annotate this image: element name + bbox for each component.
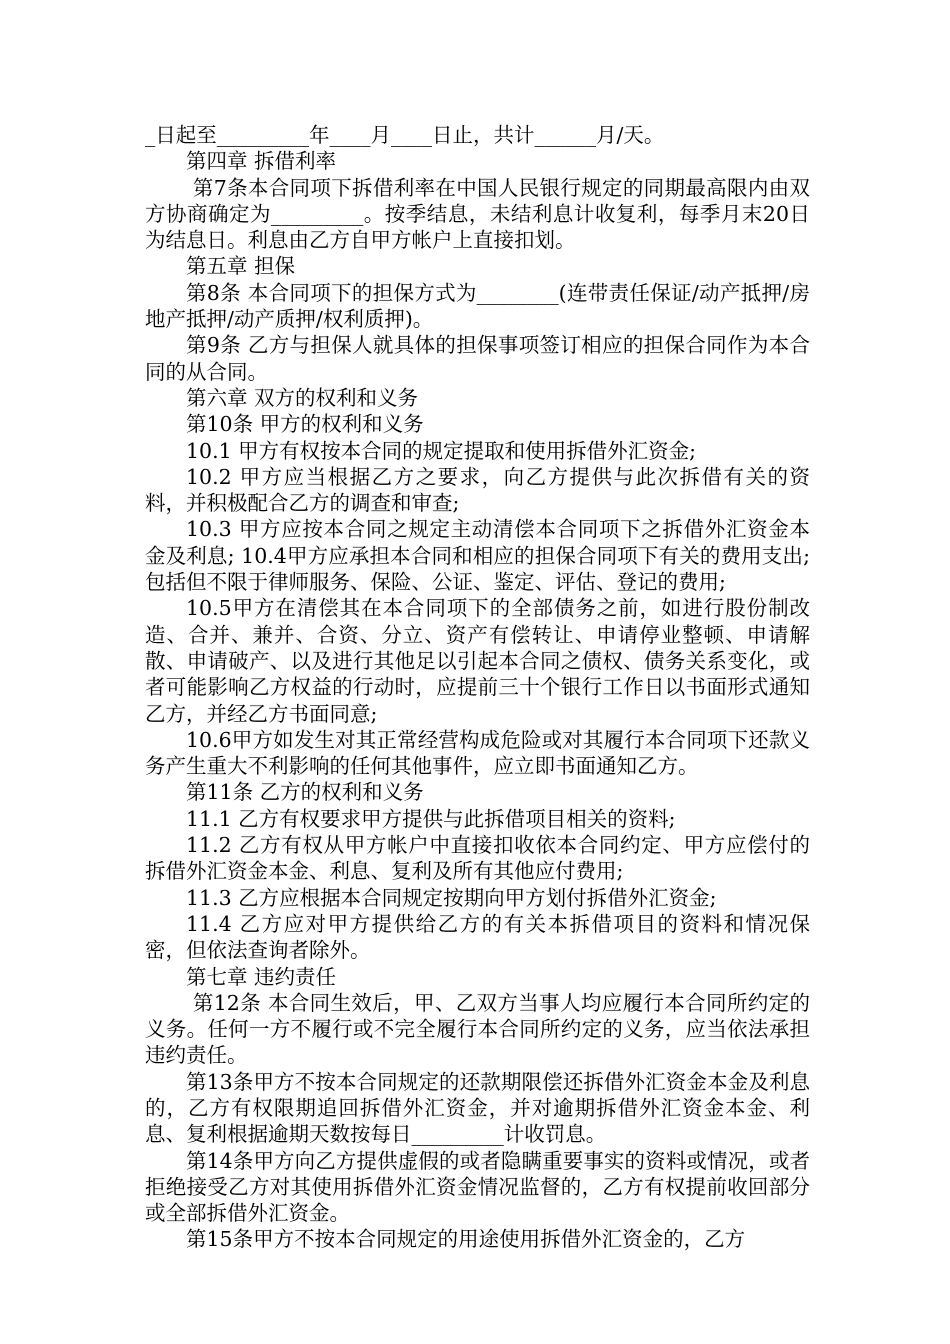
clause-10-3: 10.3 甲方应按本合同之规定主动清偿本合同项下之拆借外汇资金本金及利息; 10.4甲方应承担本合同和相应的担保合同项下有关的费用支出;包括但不限于律师服务、保险、公证、鉴定、评估、登记的费用; [145, 517, 810, 595]
chapter-4-heading: 第四章 拆借利率 [186, 149, 337, 174]
clause-10-6: 10.6甲方如发生对其正常经营构成危险或对其履行本合同项下还款义务产生重大不利影响的任何其他事件，应立即书面通知乙方。 [145, 727, 810, 779]
article-11-heading: 第11条 乙方的权利和义务 [186, 780, 424, 805]
article-15: 第15条甲方不按本合同规定的用途使用拆借外汇资金的，乙方 [186, 1227, 746, 1252]
article-14: 第14条甲方向乙方提供虚假的或者隐瞒重要事实的资料或情况，或者拒绝接受乙方对其使用拆借外汇资金情况监督的，乙方有权提前收回部分或全部拆借外汇资金。 [145, 1148, 810, 1226]
clause-11-1: 11.1 乙方有权要求甲方提供与此拆借项目相关的资料; [186, 806, 676, 831]
clause-10-5: 10.5甲方在清偿其在本合同项下的全部债务之前，如进行股份制改造、合并、兼并、合资、分立、资产有偿转让、申请停业整顿、申请解散、申请破产、以及进行其他足以引起本合同之债权、债务关系变化，或者可能影响乙方权益的行动时，应提前三十个银行工作日以书面形式通知乙方，并经乙方书面同意; [145, 596, 810, 726]
article-12: 第12条 本合同生效后，甲、乙双方当事人均应履行本合同所约定的义务。任何一方不履行或不完全履行本合同所约定的义务，应当依法承担违约责任。 [145, 990, 810, 1068]
article-7: 第7条本合同项下拆借利率在中国人民银行规定的同期最高限内由双方协商确定为_________。按季结息，未结利息计收复利，每季月末20日为结息日。利息由乙方自甲方帐户上直接扣划。 [145, 175, 810, 253]
chapter-6-heading: 第六章 双方的权利和义务 [186, 385, 419, 410]
clause-11-4: 11.4 乙方应对甲方提供给乙方的有关本拆借项目的资料和情况保密，但依法查询者除外。 [145, 911, 810, 963]
article-13: 第13条甲方不按本合同规定的还款期限偿还拆借外汇资金本金及利息的，乙方有权限期追回拆借外汇资金，并对逾期拆借外汇资金本金、利息、复利根据逾期天数按每日_________计收罚息。 [145, 1069, 810, 1147]
article-10-heading: 第10条 甲方的权利和义务 [186, 412, 424, 437]
clause-10-2: 10.2 甲方应当根据乙方之要求，向乙方提供与此次拆借有关的资料，并积极配合乙方的调查和审查; [145, 464, 810, 516]
clause-10-1: 10.1 甲方有权按本合同的规定提取和使用拆借外汇资金; [186, 438, 697, 463]
chapter-5-heading: 第五章 担保 [186, 254, 296, 279]
article-9: 第9条 乙方与担保人就具体的担保事项签订相应的担保合同作为本合同的从合同。 [145, 333, 810, 384]
clause-11-2: 11.2 乙方有权从甲方帐户中直接扣收依本合同约定、甲方应偿付的拆借外汇资金本金、利息、复利及所有其他应付费用; [145, 833, 810, 884]
chapter-7-heading: 第七章 违约责任 [186, 964, 337, 989]
document-page [145, 122, 810, 1253]
paragraph-term-end-date: _日起至_________年____月____日止，共计______月/天。 [145, 123, 665, 147]
clause-11-3: 11.3 乙方应根据本合同规定按期向甲方划付拆借外汇资金; [186, 885, 717, 910]
article-8: 第8条 本合同项下的担保方式为________(连带责任保证/动产抵押/房地产抵押/动产质押/权利质押)。 [145, 280, 810, 332]
